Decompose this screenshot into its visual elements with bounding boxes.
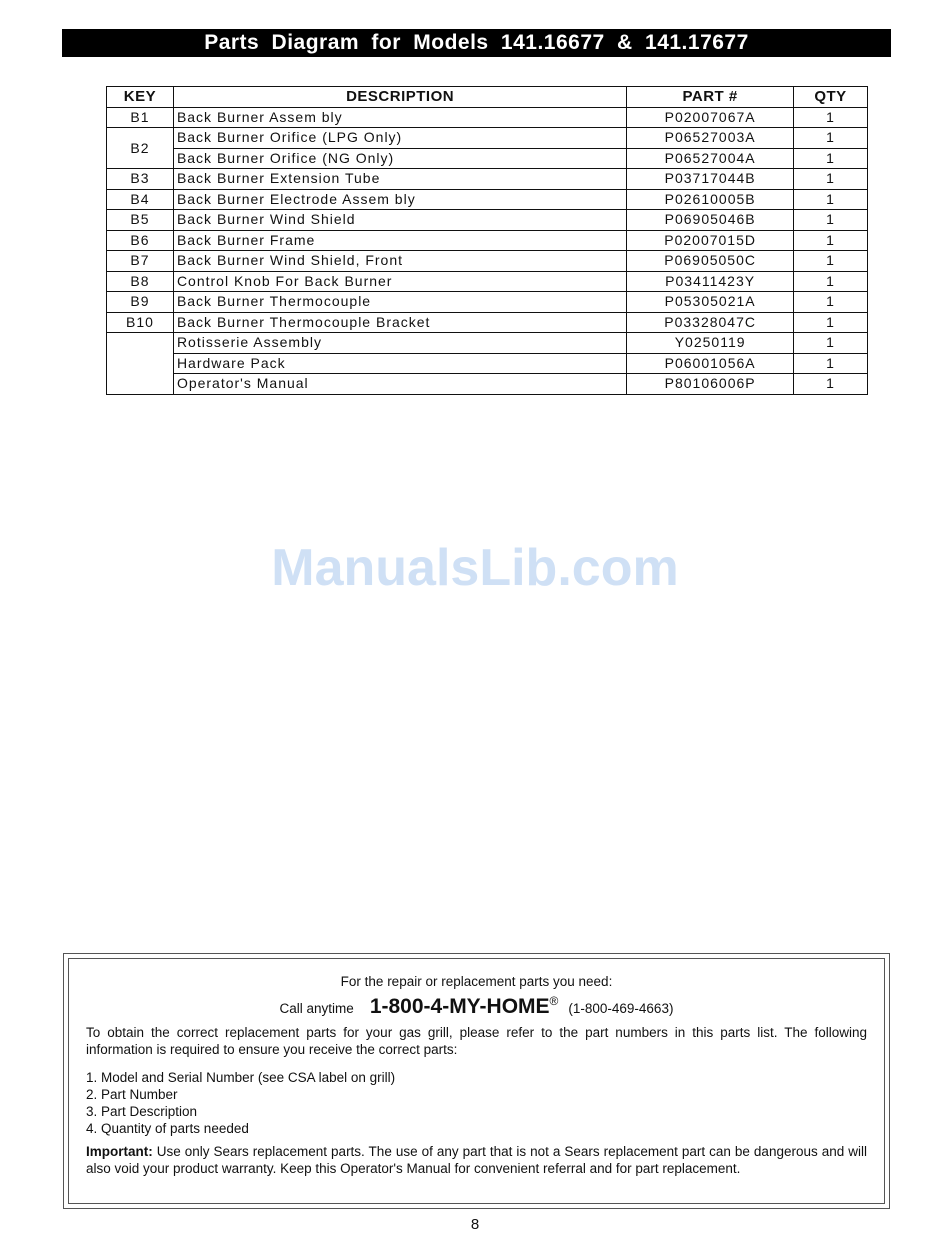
cell-description: Back Burner Thermocouple — [173, 292, 626, 313]
info-box — [63, 953, 890, 1209]
important-text: Use only Sears replacement parts. The use of any part that is not a Sears replacement part can be dangerous and will also void your product warranty. Keep this Operator's Manual for convenient referral and for part replacement. — [86, 1144, 867, 1176]
cell-part-number: Y0250119 — [627, 333, 794, 354]
cell-key: B1 — [107, 107, 174, 128]
cell-part-number: P06527003A — [627, 128, 794, 149]
important-paragraph — [86, 1143, 867, 1177]
cell-part-number: P80106006P — [627, 374, 794, 395]
list-item: 4. Quantity of parts needed — [86, 1121, 249, 1136]
cell-qty: 1 — [794, 128, 868, 149]
cell-qty: 1 — [794, 251, 868, 272]
cell-key: B10 — [107, 312, 174, 333]
table-row — [107, 353, 868, 374]
cell-part-number: P03411423Y — [627, 271, 794, 292]
column-header-part: PART # — [627, 87, 794, 108]
cell-key: B3 — [107, 169, 174, 190]
cell-qty: 1 — [794, 374, 868, 395]
table-row — [107, 128, 868, 149]
cell-part-number: P06001056A — [627, 353, 794, 374]
cell-qty: 1 — [794, 312, 868, 333]
phone-numeric: (1-800-469-4663) — [568, 1001, 674, 1016]
watermark: ManualsLib.com — [271, 539, 679, 597]
cell-qty: 1 — [794, 210, 868, 231]
cell-part-number: P05305021A — [627, 292, 794, 313]
cell-part-number: P02007067A — [627, 107, 794, 128]
table-header-row — [107, 87, 868, 108]
table-row — [107, 107, 868, 128]
cell-qty: 1 — [794, 148, 868, 169]
cell-description: Rotisserie Assembly — [173, 333, 626, 354]
table-row — [107, 169, 868, 190]
cell-key — [107, 333, 174, 395]
table-row — [107, 271, 868, 292]
list-item: 3. Part Description — [86, 1104, 198, 1119]
table-row — [107, 148, 868, 169]
info-intro: For the repair or replacement parts you need: — [340, 974, 613, 989]
column-header-description: DESCRIPTION — [173, 87, 626, 108]
cell-description: Back Burner Electrode Assem bly — [173, 189, 626, 210]
cell-description: Back Burner Orifice (NG Only) — [173, 148, 626, 169]
cell-part-number: P03328047C — [627, 312, 794, 333]
important-label: Important: — [86, 1144, 153, 1159]
table-row — [107, 230, 868, 251]
cell-qty: 1 — [794, 169, 868, 190]
cell-description: Back Burner Assem bly — [173, 107, 626, 128]
cell-key: B9 — [107, 292, 174, 313]
phone-number-text: 1-800-4-MY-HOME — [369, 995, 550, 1018]
table-row — [107, 374, 868, 395]
cell-part-number: P02610005B — [627, 189, 794, 210]
cell-qty: 1 — [794, 189, 868, 210]
cell-part-number: P02007015D — [627, 230, 794, 251]
cell-qty: 1 — [794, 353, 868, 374]
cell-description: Hardware Pack — [173, 353, 626, 374]
cell-part-number: P06527004A — [627, 148, 794, 169]
page-title: Parts Diagram for Models 141.16677 & 141.17677 — [62, 29, 891, 57]
list-item: 1. Model and Serial Number (see CSA label on grill) — [86, 1070, 396, 1085]
registered-mark: ® — [549, 994, 559, 1008]
table-row — [107, 251, 868, 272]
cell-description: Control Knob For Back Burner — [173, 271, 626, 292]
cell-key: B5 — [107, 210, 174, 231]
cell-key: B7 — [107, 251, 174, 272]
cell-part-number: P03717044B — [627, 169, 794, 190]
cell-qty: 1 — [794, 230, 868, 251]
cell-qty: 1 — [794, 271, 868, 292]
cell-description: Back Burner Wind Shield — [173, 210, 626, 231]
cell-description: Back Burner Thermocouple Bracket — [173, 312, 626, 333]
cell-description: Back Burner Wind Shield, Front — [173, 251, 626, 272]
info-paragraph: To obtain the correct replacement parts for your gas grill, please refer to the part numbers in this parts list. The following information is required to ensure you receive the correct parts: — [86, 1025, 867, 1057]
table-row — [107, 333, 868, 354]
cell-key: B8 — [107, 271, 174, 292]
column-header-qty: QTY — [794, 87, 868, 108]
cell-description: Back Burner Orifice (LPG Only) — [173, 128, 626, 149]
list-item: 2. Part Number — [86, 1087, 178, 1102]
cell-part-number: P06905046B — [627, 210, 794, 231]
cell-description: Operator's Manual — [173, 374, 626, 395]
cell-description: Back Burner Extension Tube — [173, 169, 626, 190]
parts-table — [106, 86, 868, 395]
cell-key: B4 — [107, 189, 174, 210]
phone-number — [370, 995, 559, 1018]
cell-description: Back Burner Frame — [173, 230, 626, 251]
cell-qty: 1 — [794, 107, 868, 128]
table-row — [107, 312, 868, 333]
table-row — [107, 210, 868, 231]
cell-qty: 1 — [794, 333, 868, 354]
table-row — [107, 292, 868, 313]
cell-key: B2 — [107, 128, 174, 169]
call-line — [64, 994, 889, 1019]
cell-key: B6 — [107, 230, 174, 251]
cell-qty: 1 — [794, 292, 868, 313]
cell-part-number: P06905050C — [627, 251, 794, 272]
column-header-key: KEY — [107, 87, 174, 108]
page-number: 8 — [470, 1216, 480, 1233]
call-anytime-label: Call anytime — [279, 1001, 354, 1016]
table-row — [107, 189, 868, 210]
